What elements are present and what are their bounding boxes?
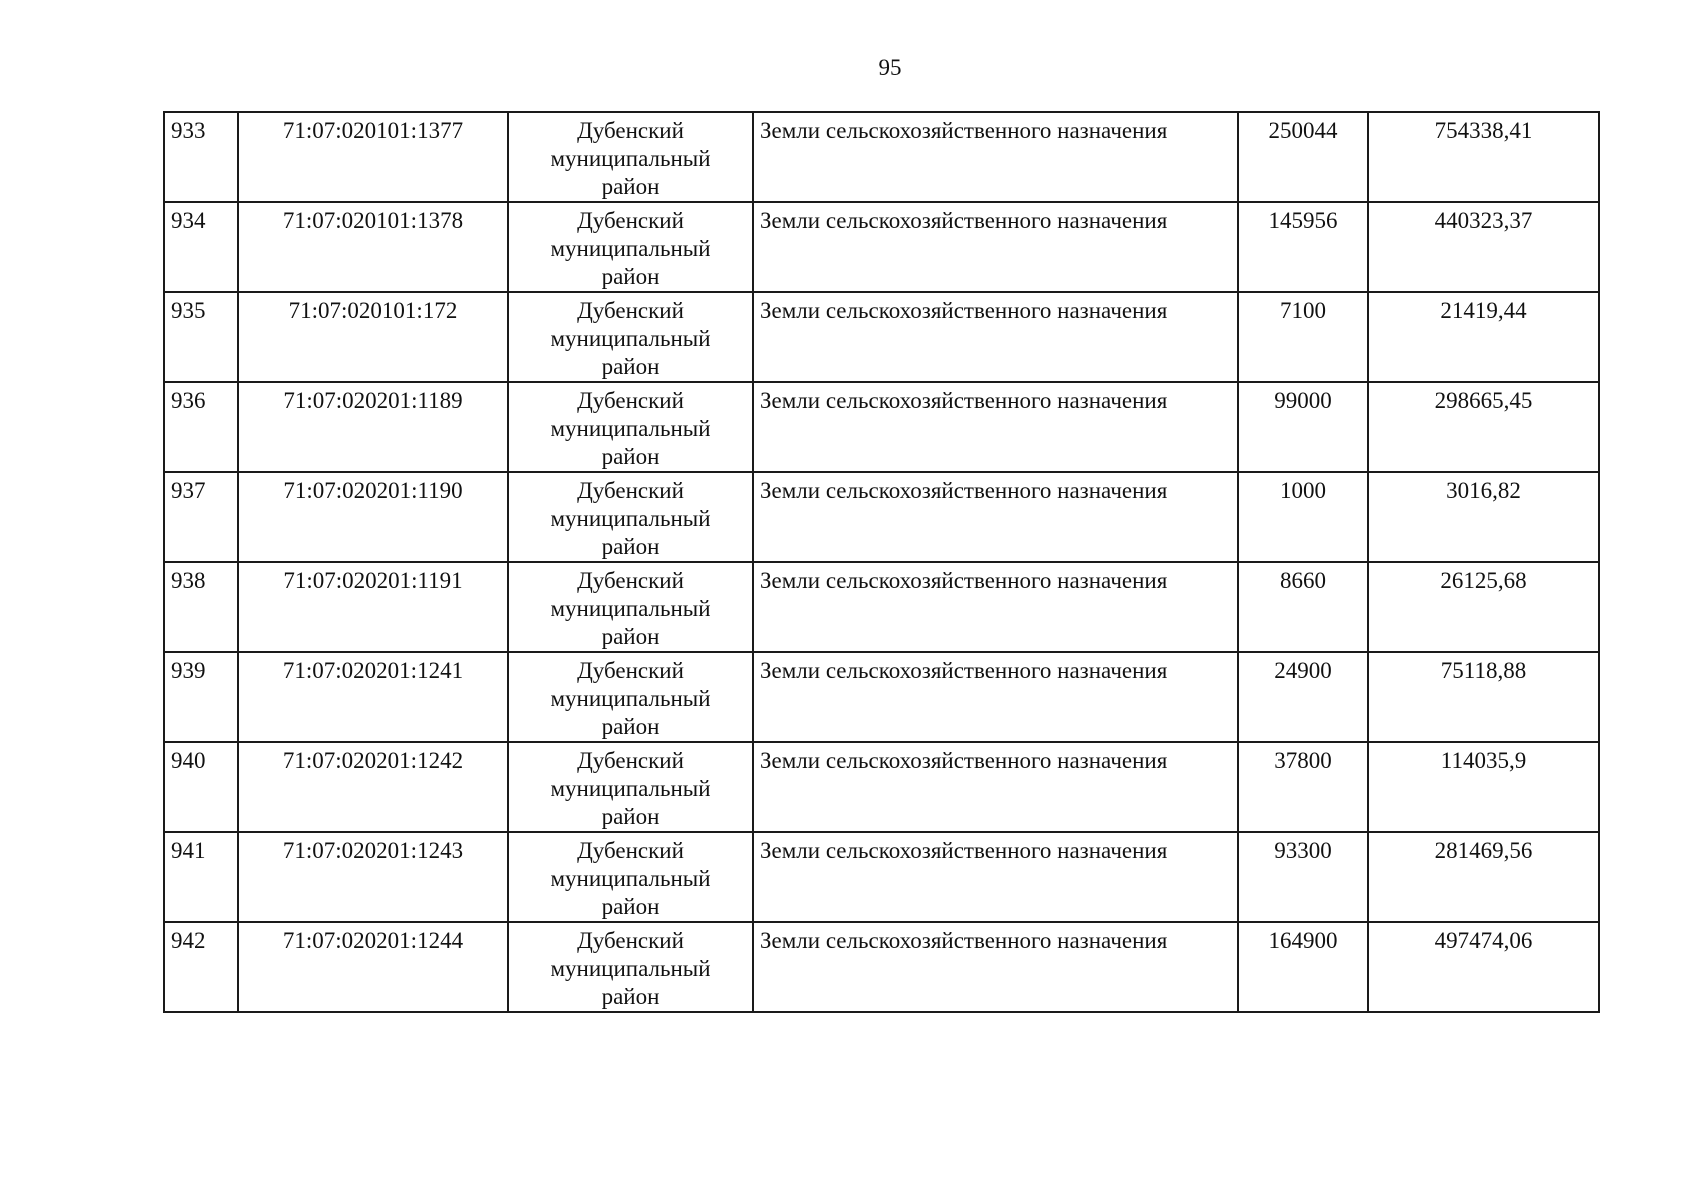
municipality-cell xyxy=(508,112,753,202)
land-category-cell: Земли сельскохозяйственного назначения xyxy=(753,562,1238,652)
municipality-name: Дубенский xyxy=(577,478,684,503)
table-row xyxy=(164,202,1599,292)
municipality-cell xyxy=(508,652,753,742)
cadastral-number-cell: 71:07:020201:1189 xyxy=(238,382,508,472)
municipality-cell xyxy=(508,562,753,652)
table-row xyxy=(164,922,1599,1012)
cadastral-value-cell: 497474,06 xyxy=(1368,922,1599,1012)
municipality-cell xyxy=(508,382,753,472)
area-cell: 1000 xyxy=(1238,472,1368,562)
area-cell: 37800 xyxy=(1238,742,1368,832)
land-category-cell: Земли сельскохозяйственного назначения xyxy=(753,382,1238,472)
table-row xyxy=(164,832,1599,922)
municipality-type: муниципальный xyxy=(550,776,711,801)
land-category-cell: Земли сельскохозяйственного назначения xyxy=(753,112,1238,202)
row-number-cell: 940 xyxy=(164,742,238,832)
land-category-cell: Земли сельскохозяйственного назначения xyxy=(753,292,1238,382)
municipality-cell xyxy=(508,922,753,1012)
area-cell: 7100 xyxy=(1238,292,1368,382)
area-cell: 99000 xyxy=(1238,382,1368,472)
municipality-type: муниципальный xyxy=(550,326,711,351)
municipality-name: Дубенский xyxy=(577,118,684,143)
cadastral-value-cell: 298665,45 xyxy=(1368,382,1599,472)
municipality-unit: район xyxy=(601,174,660,199)
municipality-unit: район xyxy=(601,624,660,649)
row-number-cell: 937 xyxy=(164,472,238,562)
municipality-cell xyxy=(508,832,753,922)
municipality-cell xyxy=(508,472,753,562)
municipality-name: Дубенский xyxy=(577,658,684,683)
cadastral-number-cell: 71:07:020201:1244 xyxy=(238,922,508,1012)
municipality-name: Дубенский xyxy=(577,928,684,953)
land-registry-table xyxy=(163,111,1600,1013)
municipality-unit: район xyxy=(601,264,660,289)
municipality-name: Дубенский xyxy=(577,298,684,323)
cadastral-number-cell: 71:07:020201:1190 xyxy=(238,472,508,562)
area-cell: 8660 xyxy=(1238,562,1368,652)
municipality-type: муниципальный xyxy=(550,146,711,171)
cadastral-value-cell: 21419,44 xyxy=(1368,292,1599,382)
municipality-type: муниципальный xyxy=(550,686,711,711)
land-category-cell: Земли сельскохозяйственного назначения xyxy=(753,922,1238,1012)
area-cell: 145956 xyxy=(1238,202,1368,292)
page-number: 95 xyxy=(878,55,902,80)
area-cell: 250044 xyxy=(1238,112,1368,202)
row-number-cell: 942 xyxy=(164,922,238,1012)
table-row xyxy=(164,292,1599,382)
municipality-name: Дубенский xyxy=(577,748,684,773)
municipality-cell xyxy=(508,292,753,382)
municipality-unit: район xyxy=(601,354,660,379)
municipality-cell xyxy=(508,742,753,832)
municipality-unit: район xyxy=(601,804,660,829)
table-row xyxy=(164,652,1599,742)
cadastral-number-cell: 71:07:020101:172 xyxy=(238,292,508,382)
cadastral-value-cell: 754338,41 xyxy=(1368,112,1599,202)
municipality-unit: район xyxy=(601,984,660,1009)
land-category-cell: Земли сельскохозяйственного назначения xyxy=(753,832,1238,922)
cadastral-number-cell: 71:07:020201:1241 xyxy=(238,652,508,742)
municipality-name: Дубенский xyxy=(577,208,684,233)
municipality-type: муниципальный xyxy=(550,416,711,441)
table-row xyxy=(164,562,1599,652)
table-row xyxy=(164,472,1599,562)
row-number-cell: 938 xyxy=(164,562,238,652)
cadastral-number-cell: 71:07:020101:1378 xyxy=(238,202,508,292)
municipality-type: муниципальный xyxy=(550,956,711,981)
municipality-type: муниципальный xyxy=(550,866,711,891)
municipality-type: муниципальный xyxy=(550,596,711,621)
municipality-type: муниципальный xyxy=(550,506,711,531)
cadastral-number-cell: 71:07:020201:1242 xyxy=(238,742,508,832)
land-category-cell: Земли сельскохозяйственного назначения xyxy=(753,742,1238,832)
land-category-cell: Земли сельскохозяйственного назначения xyxy=(753,202,1238,292)
cadastral-value-cell: 114035,9 xyxy=(1368,742,1599,832)
cadastral-value-cell: 75118,88 xyxy=(1368,652,1599,742)
municipality-type: муниципальный xyxy=(550,236,711,261)
cadastral-number-cell: 71:07:020201:1191 xyxy=(238,562,508,652)
municipality-name: Дубенский xyxy=(577,838,684,863)
area-cell: 164900 xyxy=(1238,922,1368,1012)
table-row xyxy=(164,112,1599,202)
cadastral-number-cell: 71:07:020201:1243 xyxy=(238,832,508,922)
area-cell: 24900 xyxy=(1238,652,1368,742)
land-category-cell: Земли сельскохозяйственного назначения xyxy=(753,652,1238,742)
row-number-cell: 934 xyxy=(164,202,238,292)
municipality-name: Дубенский xyxy=(577,568,684,593)
municipality-name: Дубенский xyxy=(577,388,684,413)
municipality-unit: район xyxy=(601,534,660,559)
table-row xyxy=(164,742,1599,832)
municipality-cell xyxy=(508,202,753,292)
land-category-cell: Земли сельскохозяйственного назначения xyxy=(753,472,1238,562)
table-body xyxy=(164,112,1599,1012)
row-number-cell: 933 xyxy=(164,112,238,202)
municipality-unit: район xyxy=(601,894,660,919)
row-number-cell: 941 xyxy=(164,832,238,922)
cadastral-value-cell: 440323,37 xyxy=(1368,202,1599,292)
cadastral-value-cell: 281469,56 xyxy=(1368,832,1599,922)
municipality-unit: район xyxy=(601,714,660,739)
row-number-cell: 935 xyxy=(164,292,238,382)
table-row xyxy=(164,382,1599,472)
row-number-cell: 939 xyxy=(164,652,238,742)
municipality-unit: район xyxy=(601,444,660,469)
cadastral-value-cell: 3016,82 xyxy=(1368,472,1599,562)
cadastral-value-cell: 26125,68 xyxy=(1368,562,1599,652)
cadastral-number-cell: 71:07:020101:1377 xyxy=(238,112,508,202)
row-number-cell: 936 xyxy=(164,382,238,472)
area-cell: 93300 xyxy=(1238,832,1368,922)
